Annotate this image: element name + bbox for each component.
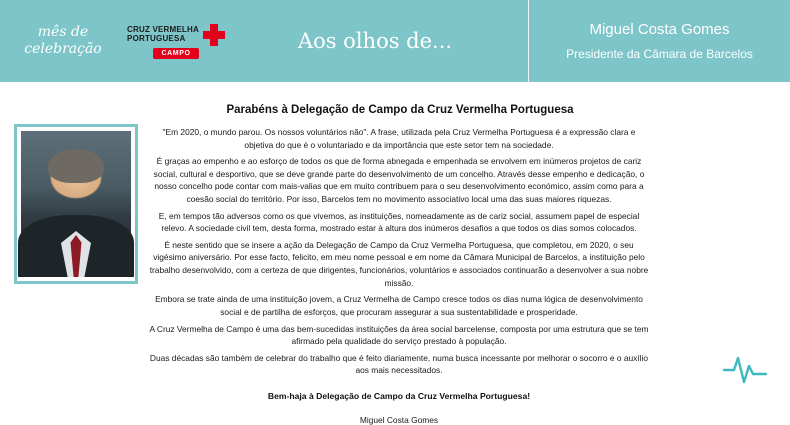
paragraph: "Em 2020, o mundo parou. Os nossos voluntários não". A frase, utilizada pela Cruz Vermelha Portuguesa é a expressão clara e objetiva do que é o voluntariado e da importância que este setor tem na sociedade.	[162, 127, 636, 150]
paragraph: É neste sentido que se insere a ação da Delegação de Campo da Cruz Vermelha Portuguesa, que completou, em 2020, o seu vigésimo aniversário. Por esse facto, felicito, em meu nome pessoal e em nome da Câmara Municipal de Barcelos, a instituição pelo trabalho desenvolvido, com a certeza de que dirigentes, funcionários, voluntários e associados continuarão a desenvolver a sua nobre missão.	[149, 239, 649, 288]
paragraph: A Cruz Vermelha de Campo é uma das bem-sucedidas instituições da área social barcelense, composta por uma estrutura que se tem afirmado pela qualidade do serviço prestado à população.	[149, 323, 649, 347]
paragraph: É graças ao empenho e ao esforço de todos os que de forma abnegada e empenhada se envolvem em inúmeros projetos de cariz social, cultural e desportivo, que se deve grande parte do desenvolvimento de um concelho. Através desse empenho e dedicação, o nosso concelho pode contar com mais-valias que em muito contribuem para o seu desenvolvimento económico, assim como para a coesão social do território. Por isso, Barcelos tem no movimento associativo local uma das suas maiores riquezas.	[153, 156, 645, 205]
logo-word-1: CRUZ VERMELHA	[127, 25, 199, 35]
header-title: Aos olhos de...	[297, 29, 453, 53]
paragraph: Duas décadas são também de celebrar do trabalho que é feito diariamente, numa busca incessante por melhorar o socorro e o auxílio aos mais necessitados.	[149, 352, 649, 376]
person-name: Miguel Costa Gomes	[589, 21, 730, 38]
red-cross-icon	[203, 24, 225, 46]
portrait-frame	[14, 124, 138, 284]
logo-word-2: PORTUGUESA	[127, 33, 186, 43]
page-title: Parabéns à Delegação de Campo da Cruz Vermelha Portuguesa	[226, 104, 574, 116]
portrait-hair	[48, 149, 104, 183]
portrait-photo	[21, 131, 131, 277]
logo-top-row	[127, 24, 225, 46]
header-bar	[0, 0, 790, 82]
header-person-block	[528, 0, 790, 82]
logo-campo-chip: CAMPO	[153, 48, 198, 59]
heartbeat-pulse-icon	[722, 352, 768, 386]
paragraph: E, em tempos tão adversos como os que vivemos, as instituições, nomeadamente as de cariz social, assumem papel de especial relevo. A sociedade civil tem, desta forma, mostrado estar à altura dos inúmeros desafios a que todos os dias somos colocados.	[158, 210, 640, 234]
badge-line-2: celebração	[24, 41, 102, 57]
person-role: Presidente da Câmara de Barcelos	[566, 47, 753, 61]
paragraph: Embora se trate ainda de uma instituição jovem, a Cruz Vermelha de Campo cresce todos os dias numa lógica de desenvolvimento social e de partilha de esforços, que procuram assegurar a sua sustentabilidade e prosperidade.	[155, 294, 643, 317]
badge-line-1: mês de	[37, 23, 89, 40]
logo-wordmark	[127, 26, 199, 43]
signature: Miguel Costa Gomes	[359, 414, 439, 425]
content-area	[0, 82, 790, 425]
mes-de-celebracao-badge	[0, 0, 120, 82]
cruz-vermelha-logo	[120, 0, 232, 82]
article-text	[148, 126, 650, 425]
closing-line: Bem-haja à Delegação de Campo da Cruz Vermelha Portuguesa!	[267, 390, 531, 401]
